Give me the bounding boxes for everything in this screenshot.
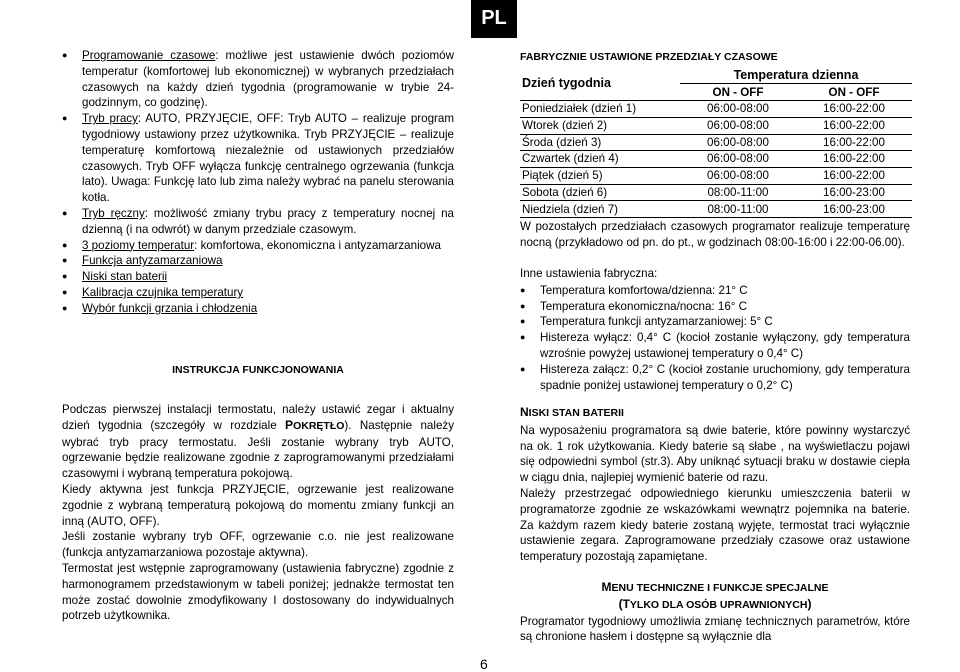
tech-menu-title: MENU TECHNICZNE I FUNKCJE SPECJALNE xyxy=(601,580,829,594)
page-number: 6 xyxy=(480,656,488,672)
paragraph: Na wyposażeniu programatora są dwie baterie, które powinny wystarczyć na ok. 1 rok użytkowania. Kiedy baterie są słabe , na wyświetlaczu pojawi się odpowiedni symbol (str.3). Aby uniknąć sytuacji braku w dostawie ciepła w ciągu dnia, najlepiej wymienić baterie od razu. xyxy=(520,423,910,485)
paragraph: Programator tygodniowy umożliwia zmianę technicznych parametrów, które są chronione hasłem i dostępne są wyłącznie dla xyxy=(520,614,910,644)
table-row: Czwartek (dzień 4) 06:00-08:00 16:00-22:00 xyxy=(520,151,912,168)
battery-section xyxy=(520,405,910,565)
column-header-day: Dzień tygodnia xyxy=(520,68,680,101)
column-header-onoff: ON - OFF xyxy=(796,84,912,101)
list-item: ● Funkcja antyzamarzaniowa xyxy=(62,253,454,269)
list-item: ● Tryb ręczny: możliwość zmiany trybu pracy z temperatury nocnej na dzienną (i na odwrót) w danym przedziale czasowym. xyxy=(62,206,454,238)
list-item: ● Histereza załącz: 0,2° C (kocioł zostanie uruchomiony, gdy temperatura spadnie poniżej ustawionej temperatury o 0,2° C) xyxy=(520,362,910,394)
list-item: ● Programowanie czasowe: możliwe jest ustawienie dwóch poziomów temperatur (komfortowej lub ekonomicznej) w wybranych przedziałach czasowych na każdy dzień tygodnia (programowanie w trybie 24-godzinnym, co godzinę). xyxy=(62,48,454,111)
schedule-note: W pozostałych przedziałach czasowych programator realizuje temperaturę nocną (przykładowo od pn. do pt., w godzinach 08:00-16:00 i 22:00-06.00). xyxy=(520,219,910,249)
paragraph: Termostat jest wstępnie zaprogramowany (ustawienia fabryczne) zgodnie z harmonogramem przedstawionym w tabeli poniżej; jednakże termostat ten może zostać dowolnie zmodyfikowany I dostosowany do indywidualnych potrzeb użytkownika. xyxy=(62,561,454,623)
list-item: ● Temperatura funkcji antyzamarzaniowej: 5° C xyxy=(520,314,910,330)
factory-list xyxy=(520,283,910,394)
list-item: ● 3 poziomy temperatur: komfortowa, ekonomiczna i antyzamarzaniowa xyxy=(62,238,454,254)
paragraph: Podczas pierwszej instalacji termostatu, należy ustawić zegar i aktualny dzień tygodnia (szczegóły w rozdziale POKRĘTŁO). Następnie należy wybrać tryb pracy termostatu. Jeśli zostanie wybrany tryb AUTO, ogrzewanie będzie realizowane zgodnie z zaprogramowanymi przedziałami czasowymi i wybraną temperatura pokojową. xyxy=(62,403,454,481)
language-badge: PL xyxy=(471,0,517,38)
tech-menu-section xyxy=(520,580,910,645)
table-row: Piątek (dzień 5) 06:00-08:00 16:00-22:00 xyxy=(520,167,912,184)
paragraph: Jeśli zostanie wybrany tryb OFF, ogrzewanie c.o. nie jest realizowane (funkcja antyzamarzaniowa pozostaje aktywna). xyxy=(62,530,454,560)
factory-settings-section xyxy=(520,266,910,393)
paragraph: Należy przestrzegać odpowiedniego kierunku umieszczenia baterii w programatorze zgodnie ze wskazówkami wewnątrz pojemnika na baterie. Za każdym razem kiedy baterie zostaną wyjęte, termostat traci wyłącznie ustawienie zegara. Zaprogramowane przedziały czasowe oraz ustawione temperatury pozostają zapamiętane. xyxy=(520,486,910,564)
operation-instructions xyxy=(62,402,454,624)
table-row: Niedziela (dzień 7) 08:00-11:00 16:00-23:00 xyxy=(520,201,912,218)
table-row: Poniedziałek (dzień 1) 06:00-08:00 16:00-22:00 xyxy=(520,101,912,118)
schedule-section xyxy=(520,50,910,251)
list-item: ● Histereza wyłącz: 0,4° C (kocioł zostanie wyłączony, gdy temperatura wzrośnie powyżej ustawionej temperatury o 0,4° C) xyxy=(520,330,910,362)
column-header-temp: Temperatura dzienna xyxy=(680,68,912,84)
table-row: Sobota (dzień 6) 08:00-11:00 16:00-23:00 xyxy=(520,184,912,201)
features-list xyxy=(62,48,454,317)
section-title-operation: INSTRUKCJA FUNKCJONOWANIA xyxy=(172,364,344,376)
schedule-title: FABRYCZNIE USTAWIONE PRZEDZIAŁY CZASOWE xyxy=(520,51,778,63)
features-list-section xyxy=(62,48,454,317)
list-item: ● Niski stan baterii xyxy=(62,269,454,285)
factory-intro: Inne ustawienia fabryczna: xyxy=(520,267,658,280)
tech-menu-subtitle: (TYLKO DLA OSÓB UPRAWNIONYCH) xyxy=(618,596,812,611)
paragraph: Kiedy aktywna jest funkcja PRZYJĘCIE, ogrzewanie jest realizowane zgodnie z wybraną temperaturą pokojową do momentu zmiany funkcji an inną (AUTO, OFF). xyxy=(62,482,454,528)
list-item: ● Kalibracja czujnika temperatury xyxy=(62,285,454,301)
list-item: ● Temperatura ekonomiczna/nocna: 16° C xyxy=(520,299,910,315)
battery-title: NISKI STAN BATERII xyxy=(520,405,624,419)
table-row: Wtorek (dzień 2) 06:00-08:00 16:00-22:00 xyxy=(520,117,912,134)
table-row: Środa (dzień 3) 06:00-08:00 16:00-22:00 xyxy=(520,134,912,151)
list-item: ● Wybór funkcji grzania i chłodzenia xyxy=(62,301,454,317)
list-item: ● Temperatura komfortowa/dzienna: 21° C xyxy=(520,283,910,299)
schedule-table xyxy=(520,68,912,218)
list-item: ● Tryb pracy: AUTO, PRZYJĘCIE, OFF: Tryb AUTO – realizuje program tygodniowy ustawiony przez użytkownika. Tryb PRZYJĘCIE – realizuje temperaturę komfortową niezależnie od ustawionych przedziałów czasowych. Tryb OFF wyłącza funkcję centralnego ogrzewania (funkcja lato). Uwaga: Funkcję lato lub zima należy wybrać na panelu sterowania kotła. xyxy=(62,111,454,206)
column-header-onoff: ON - OFF xyxy=(680,84,796,101)
